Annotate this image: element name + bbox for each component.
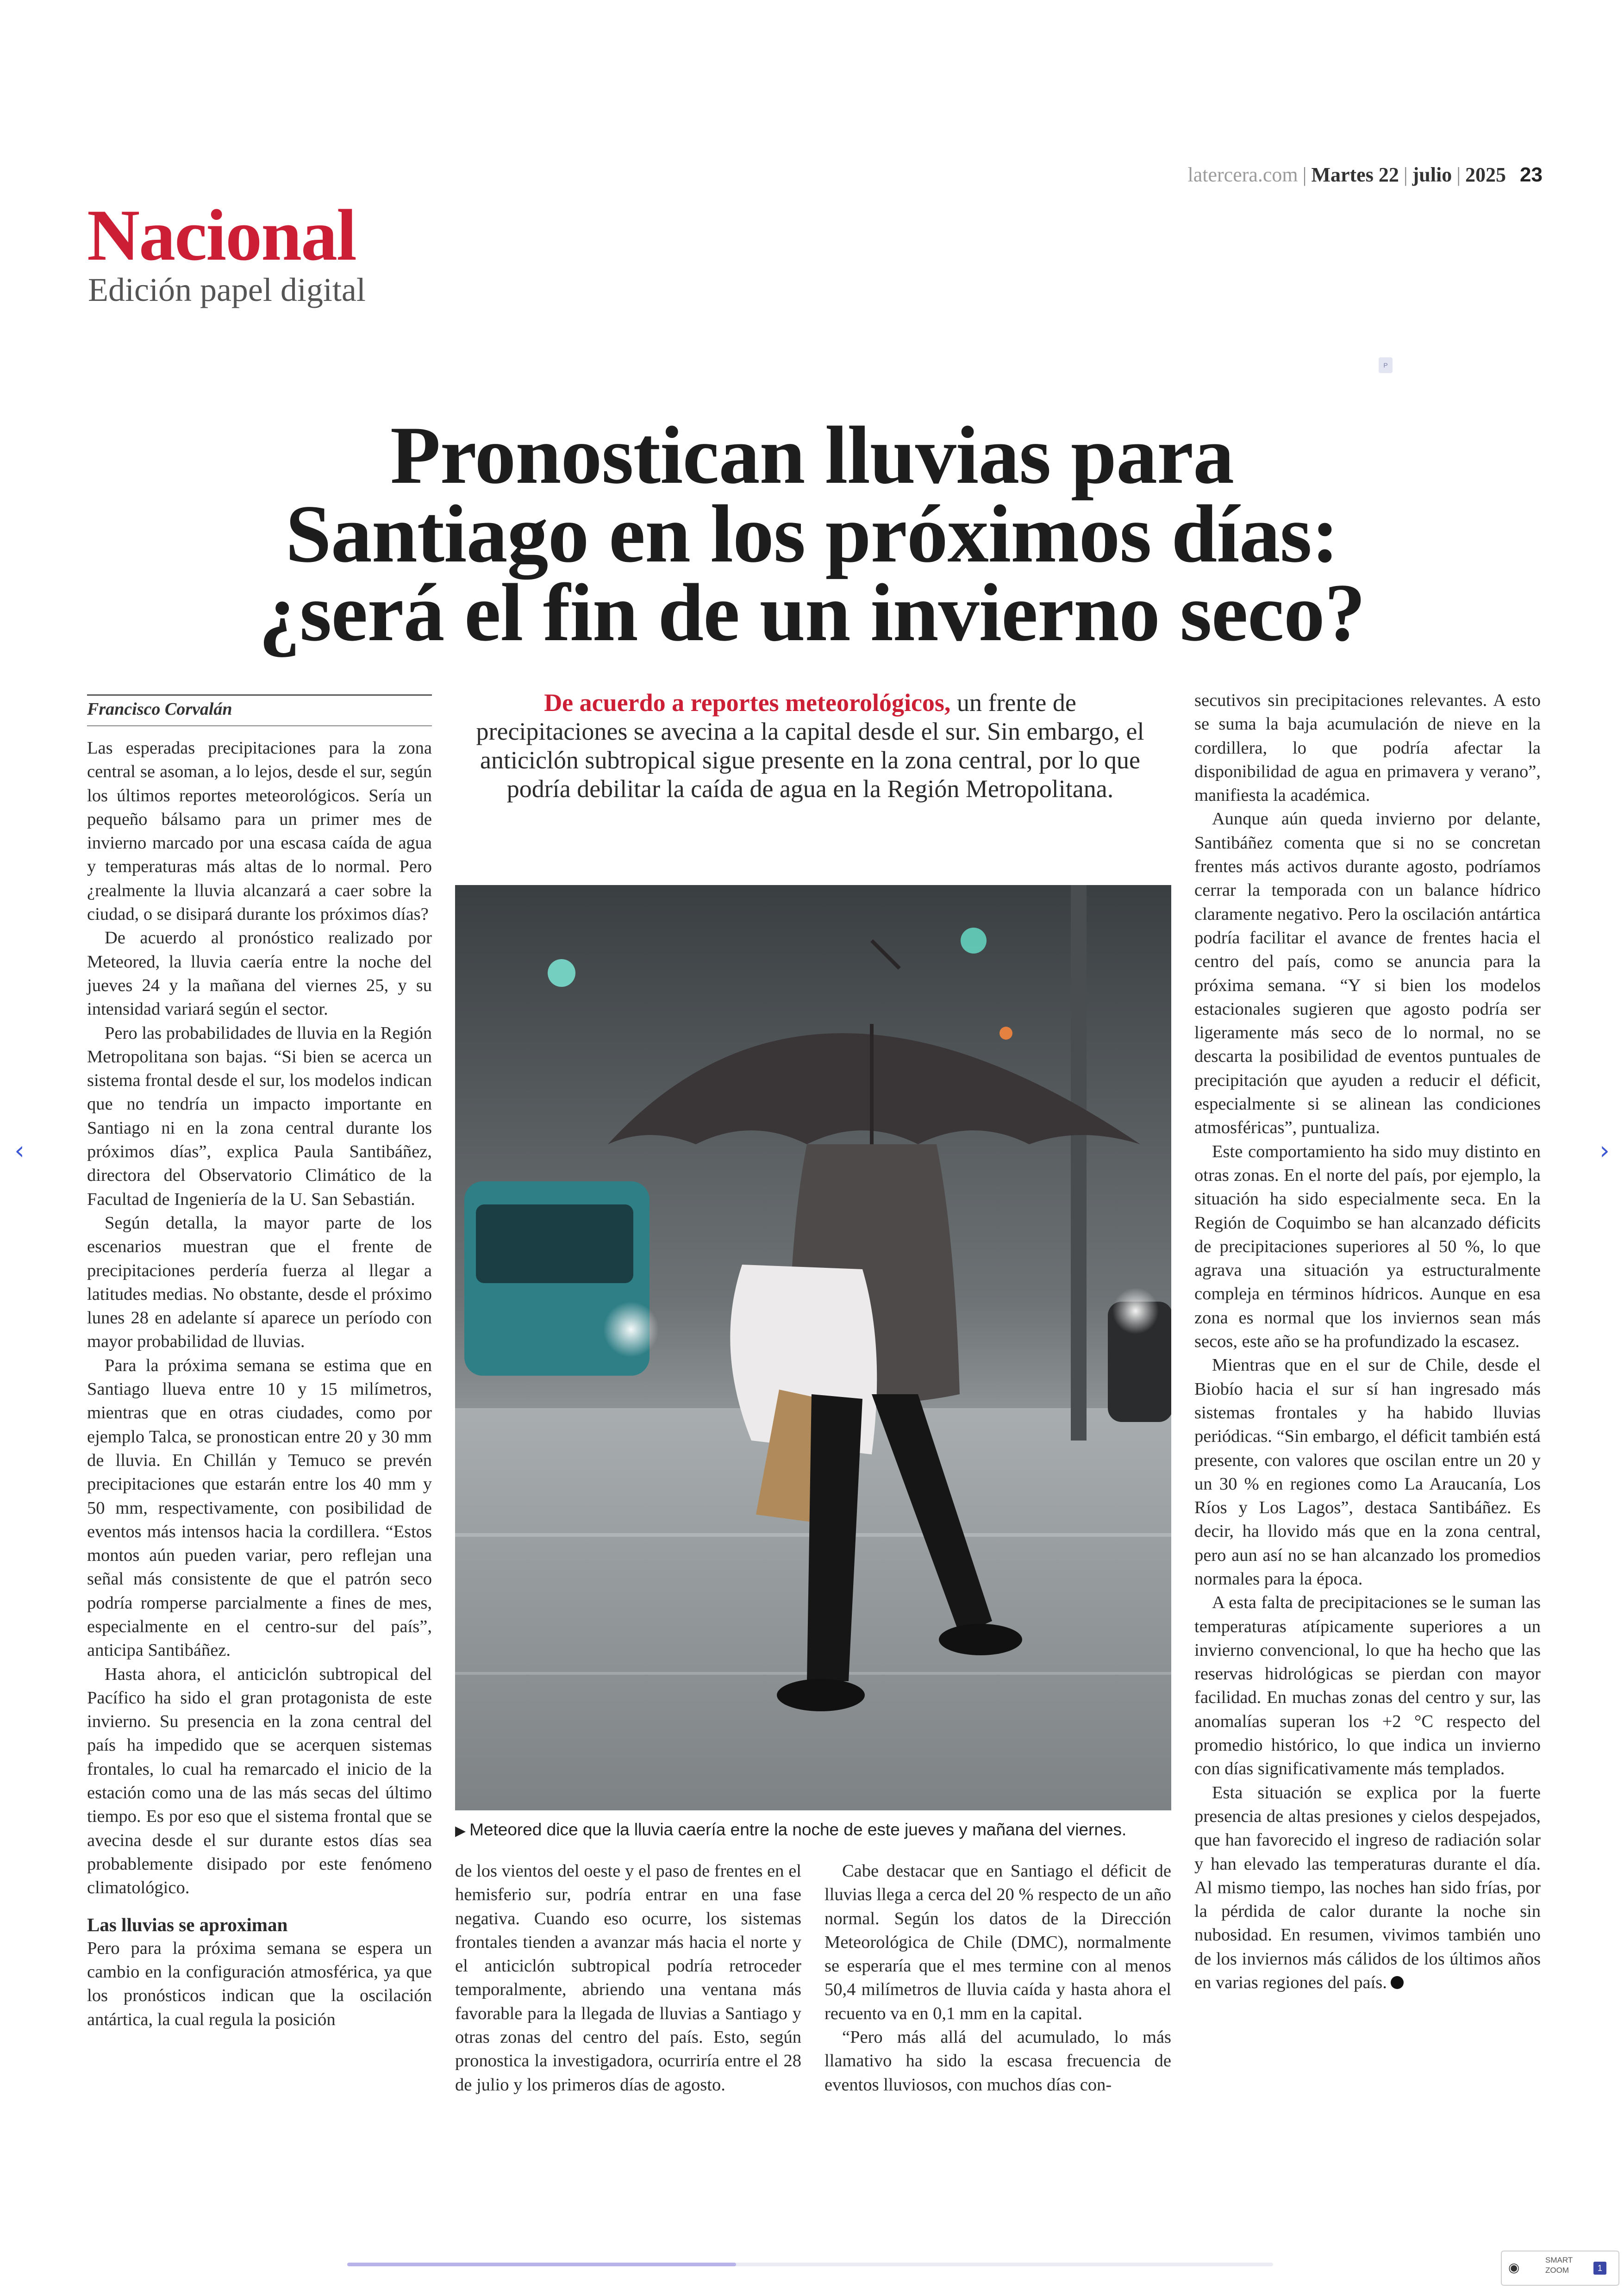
section-title: Nacional — [87, 195, 356, 276]
eye-icon: ◉ — [1508, 2260, 1520, 2275]
article-deck — [472, 688, 1148, 803]
date-day: Martes 22 — [1311, 163, 1399, 186]
deck-lead: De acuerdo a reportes meteorológicos, — [544, 689, 951, 717]
paragraph: Las esperadas precipitaciones para la zona central se asoman, a lo lejos, desde el sur, según los últimos reportes meteorológicos. Sería un pequeño bálsamo para un primer mes de invierno marcado por una escasa caída de agua y temperaturas más altas de lo normal. Pero ¿realmente la lluvia alcanzará a caer sobre la ciudad, o se disipará durante los próximos días? — [87, 738, 432, 924]
paragraph: de los vientos del oeste y el paso de frentes en el hemisferio sur, podría entrar en una fase negativa. Cuando eso ocurre, los sistemas frontales tienden a avanzar más hacia el norte y el anticiclón subtropical podría retroceder temporalmente, abriendo una ventana más favorable para la llegada de lluvias a Santiago y otras zonas del centro del país. Esto, según pronostica la investigadora, ocurriría entre el 28 de julio y los primeros días de agosto. — [455, 1861, 801, 2095]
next-page-button[interactable] — [1595, 1137, 1614, 1165]
paragraph: De acuerdo al pronóstico realizado por Meteored, la lluvia caería entre la noche del jueves 24 y la mañana del viernes 25, y su intensidad variará según el sector. — [87, 928, 432, 1019]
caption-arrow-icon: ▶ — [455, 1823, 466, 1839]
previous-page-button[interactable] — [10, 1137, 29, 1165]
article-photo — [455, 885, 1171, 1810]
date-year: 2025 — [1465, 163, 1506, 186]
zoom-label-line: ZOOM — [1545, 2266, 1569, 2275]
chevron-left-icon: ‹ — [14, 1136, 25, 1165]
column-subhead: Las lluvias se aproximan — [87, 1914, 288, 1935]
paragraph: Pero para la próxima semana se espera un cambio en la configuración atmosférica, ya que los pronósticos indican que la oscilación antártica, la cual regula la posición — [87, 1938, 432, 2029]
end-mark-icon — [1391, 1976, 1404, 1989]
paragraph — [1194, 1781, 1541, 1995]
article-headline — [139, 409, 1485, 658]
deck-text: un frente de precipitaciones se avecina a la capital desde el sur. Sin embargo, el anticiclón subtropical sigue presente en la zona central, por lo que podría debilitar la caída de agua en la Región Metropolitana. — [476, 689, 1144, 803]
smart-zoom-label — [1545, 2255, 1582, 2276]
chevron-right-icon: › — [1599, 1136, 1610, 1165]
paragraph: Aunque aún queda invierno por delante, Santibáñez comenta que si no se concretan frentes más activos durante agosto, podríamos cerrar la temporada con un balance hídrico claramente negativo. Pero la oscilación antártica podría facilitar el avance de frentes hacia el centro del país, como se anuncia para la próxima semana. “Y si bien los modelos estacionales sugieren que agosto podría ser ligeramente más seco de lo normal, no se descarta la posibilidad de eventos puntuales de precipitación que ayuden a reducir el déficit, especialmente si se alinean las condiciones atmosféricas”, puntualiza. — [1194, 809, 1541, 1138]
paragraph: Este comportamiento ha sido muy distinto en otras zonas. En el norte del país, por ejemplo, la situación ha sido especialmente seca. En la Región de Coquimbo se han alcanzado déficits de precipitaciones superiores al 50 %, lo que agrava una situación ya estructuralmente compleja en términos hídricos. Aunque en esa zona es normal que los inviernos sean más secos, este año se ha profundizado la escasez. — [1194, 1141, 1541, 1352]
article-column-1 — [87, 736, 432, 2032]
headline-line: Pronostican lluvias para — [390, 409, 1234, 501]
headline-line: Santiago en los próximos días: — [285, 488, 1339, 580]
article-column-2 — [455, 1859, 801, 2097]
reading-progress-fill — [347, 2263, 736, 2266]
page-marker-icon[interactable]: P — [1379, 357, 1393, 373]
paragraph: A esta falta de precipitaciones se le suman las temperaturas atípicamente superiores a un invierno convencional, lo que ha hecho que las reservas hidrológicas se pierdan con mayor facilidad. En muchas zonas del centro y sur, las anomalías superan los +2 °C respecto del promedio histórico, lo que indica un invierno con días significativamente más templados. — [1194, 1593, 1541, 1779]
zoom-key-badge: 1 — [1593, 2262, 1606, 2275]
page-dateline: latercera.com | Martes 22 | julio | 2025 23 — [1187, 163, 1543, 186]
zoom-label-line: SMART — [1545, 2256, 1573, 2264]
page-number: 23 — [1520, 163, 1543, 186]
byline-rule — [87, 725, 432, 726]
byline-rule — [87, 694, 432, 696]
author-byline: Francisco Corvalán — [87, 699, 232, 719]
rainy-street-photo — [455, 885, 1171, 1810]
smart-zoom-button[interactable] — [1501, 2251, 1619, 2286]
site-name: latercera.com — [1187, 163, 1298, 186]
edition-label: Edición papel digital — [88, 271, 366, 308]
caption-text: Meteored dice que la lluvia caería entre la noche de este jueves y mañana del viernes. — [469, 1820, 1127, 1839]
headline-line: ¿será el fin de un invierno seco? — [259, 567, 1365, 658]
paragraph: “Pero más allá del acumulado, lo más llamativo ha sido la escasa frecuencia de eventos lluviosos, con muchos días con- — [824, 2027, 1171, 2095]
article-column-4 — [1194, 689, 1541, 1995]
paragraph: Según detalla, la mayor parte de los escenarios muestran que el frente de precipitaciones perdería fuerza al llegar a latitudes medias. No obstante, desde el próximo lunes 28 en adelante sí aparece un período con mayor probabilidad de lluvias. — [87, 1213, 432, 1352]
paragraph-text: Esta situación se explica por la fuerte presencia de altas presiones y cielos despejados, que han favorecido el ingreso de radiación solar y han elevado las temperaturas durante el día. Al mismo tiempo, las noches han sido frías, por la pérdida de calor durante la noche sin nubosidad. En resumen, vivimos también uno de los inviernos más cálidos de los últimos años en varias regiones del país. — [1194, 1783, 1541, 1993]
date-month: julio — [1412, 163, 1452, 186]
paragraph: Cabe destacar que en Santiago el déficit de lluvias llega a cerca del 20 % respecto de un año normal. Según los datos de la Dirección Meteorológica de Chile (DMC), normalmente se esperaría que el mes termine con al menos 50,4 milímetros de lluvia caída y hasta ahora el recuento va en 0,1 mm en la capital. — [824, 1861, 1171, 2023]
paragraph: Mientras que en el sur de Chile, desde el Biobío hacia el sur sí han ingresado más sistemas frontales y ha habido lluvias periódicas. “Sin embargo, el déficit también está presente, con valores que oscilan entre un 20 y un 30 % en regiones como La Araucanía, Los Ríos y Los Lagos”, destaca Santibáñez. Es decir, ha llovido más que en la zona central, pero aun así no se han alcanzado los promedios normales para la época. — [1194, 1355, 1541, 1589]
paragraph: Pero las probabilidades de lluvia en la Región Metropolitana son bajas. “Si bien se acerca un sistema frontal desde el sur, los modelos indican que no tendría un impacto importante en Santiago ni en la zona central durante los próximos días”, explica Paula Santibáñez, directora del Observatorio Climático de la Facultad de Ingeniería de la U. San Sebastián. — [87, 1023, 432, 1209]
photo-caption — [455, 1820, 1171, 1840]
paragraph: secutivos sin precipitaciones relevantes. A esto se suma la baja acumulación de nieve en la cordillera, lo que podría afectar la disponibilidad de agua en primavera y verano”, manifiesta la académica. — [1194, 691, 1541, 805]
paragraph: Para la próxima semana se estima que en Santiago llueva entre 10 y 15 milímetros, mientras que en otras ciudades, como por ejemplo Talca, se pronostican entre 20 y 30 mm de lluvia. En Chillán y Temuco se prevén precipitaciones que estarán entre los 40 mm y 50 mm, respectivamente, con posibilidad de eventos más intensos hacia la cordillera. “Estos montos aún pueden variar, pero reflejan una señal más consistente de que el patrón seco podría romperse parcialmente a fines de mes, especialmente en el centro-sur del país”, anticipa Santibáñez. — [87, 1355, 432, 1660]
article-column-3 — [824, 1859, 1171, 2097]
paragraph: Hasta ahora, el anticiclón subtropical del Pacífico ha sido el gran protagonista de este invierno. Su presencia en la zona central del país ha impedido que se acerquen sistemas frontales, lo cual ha remarcado el inicio de la estación como una de las más secas del último tiempo. Es por eso que el sistema frontal que se avecina desde el sur durante estos días sea probablemente disipado por este fenómeno climatológico. — [87, 1664, 432, 1898]
